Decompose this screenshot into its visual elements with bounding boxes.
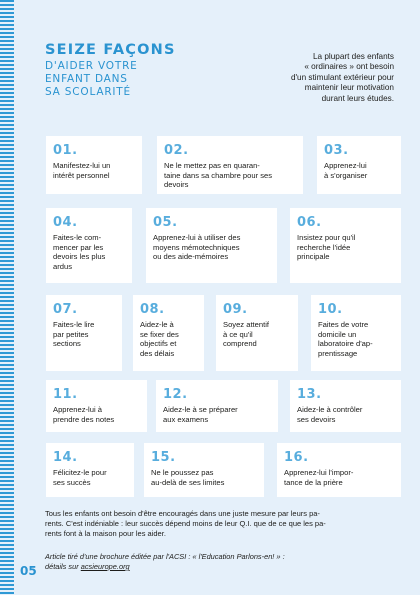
closing-line: rents font à la maison pour les aider. xyxy=(45,529,166,538)
credit-line xyxy=(45,562,405,572)
tip-card-01 xyxy=(46,136,142,194)
tip-card-14 xyxy=(46,443,134,497)
title-main: SEIZE FAÇONS xyxy=(45,42,176,58)
intro-line: durant leurs études. xyxy=(321,93,394,103)
tip-text: Faites-le com- mencer par les devoirs les plus ardus xyxy=(53,233,106,271)
closing-line: Tous les enfants ont besoin d'être encouragés dans une juste mesure par leurs pa- xyxy=(45,509,320,518)
tip-number: 06. xyxy=(297,215,322,230)
tip-card-05 xyxy=(146,208,277,283)
tip-number: 10. xyxy=(318,302,343,317)
tip-text: Faites de votre domicile un laboratoire d'ap- prentissage xyxy=(318,320,373,358)
source-credit xyxy=(45,552,405,572)
credit-prefix: détails sur xyxy=(45,562,81,571)
website-link[interactable]: acsieurope.org xyxy=(80,562,130,571)
tip-card-12 xyxy=(156,380,278,432)
tip-text: Apprenez-lui l'impor- tance de la prière xyxy=(284,468,354,487)
tip-number: 05. xyxy=(153,215,178,230)
tip-number: 01. xyxy=(53,143,78,158)
tip-text: Insistez pour qu'il recherche l'idée principale xyxy=(297,233,356,262)
tip-number: 15. xyxy=(151,450,176,465)
tip-text: Soyez attentif à ce qu'il comprend xyxy=(223,320,270,349)
subtitle-line: ENFANT DANS xyxy=(45,73,128,85)
tip-text: Apprenez-lui à s'organiser xyxy=(324,161,368,180)
page-number: 05 xyxy=(20,564,37,578)
tip-text: Félicitez-le pour ses succès xyxy=(53,468,107,487)
tip-card-07 xyxy=(46,295,122,371)
page-title xyxy=(45,42,195,99)
intro-paragraph xyxy=(239,52,394,104)
tip-card-06 xyxy=(290,208,401,283)
tip-text: Aidez-le à contrôler ses devoirs xyxy=(297,405,363,424)
tip-card-09 xyxy=(216,295,298,371)
intro-line: d'un stimulant extérieur pour xyxy=(290,72,394,82)
tip-number: 09. xyxy=(223,302,248,317)
tip-card-10 xyxy=(311,295,401,371)
subtitle-line: D'AIDER VOTRE xyxy=(45,60,138,72)
tip-card-08 xyxy=(133,295,204,371)
closing-paragraph xyxy=(45,509,399,539)
tip-text: Manifestez-lui un intérêt personnel xyxy=(53,161,111,180)
subtitle-line: SA SCOLARITÉ xyxy=(45,86,131,98)
tip-number: 02. xyxy=(164,143,189,158)
intro-line: maintenir leur motivation xyxy=(304,83,394,93)
tip-text: Aidez-le à se préparer aux examens xyxy=(163,405,238,424)
tip-number: 08. xyxy=(140,302,165,317)
tip-card-02 xyxy=(157,136,303,194)
intro-line: « ordinaires » ont besoin xyxy=(304,62,394,72)
tip-text: Aidez-le à se fixer des objectifs et des délais xyxy=(140,320,179,358)
tip-text: Apprenez-lui à prendre des notes xyxy=(53,405,115,424)
tip-card-04 xyxy=(46,208,132,283)
title-subtitle xyxy=(45,60,195,99)
tip-text: Apprenez-lui à utiliser des moyens mémotechniques ou des aide-mémoires xyxy=(153,233,241,262)
tip-card-11 xyxy=(46,380,147,432)
tip-text: Ne le mettez pas en quaran- taine dans sa chambre pour ses devoirs xyxy=(164,161,273,190)
tip-number: 13. xyxy=(297,387,322,402)
tip-card-03 xyxy=(317,136,401,194)
tip-card-15 xyxy=(144,443,264,497)
credit-line: Article tiré d'une brochure éditée par l'ACSI : « l'Education Parlons-en! » : xyxy=(45,552,285,561)
intro-line: La plupart des enfants xyxy=(312,52,394,61)
tip-number: 04. xyxy=(53,215,78,230)
tip-text: Faites-le lire par petites sections xyxy=(53,320,95,349)
page-margin-stripes xyxy=(0,0,17,595)
tip-number: 07. xyxy=(53,302,78,317)
tip-number: 16. xyxy=(284,450,309,465)
tip-number: 12. xyxy=(163,387,188,402)
tip-number: 11. xyxy=(53,387,78,402)
tip-card-16 xyxy=(277,443,401,497)
tip-number: 14. xyxy=(53,450,78,465)
closing-line: rents. C'est indéniable : leur succès dépend moins de leur Q.I. que de ce que les pa- xyxy=(45,519,326,528)
tip-text: Ne le poussez pas au-delà de ses limites xyxy=(151,468,225,487)
tip-number: 03. xyxy=(324,143,349,158)
tip-card-13 xyxy=(290,380,401,432)
